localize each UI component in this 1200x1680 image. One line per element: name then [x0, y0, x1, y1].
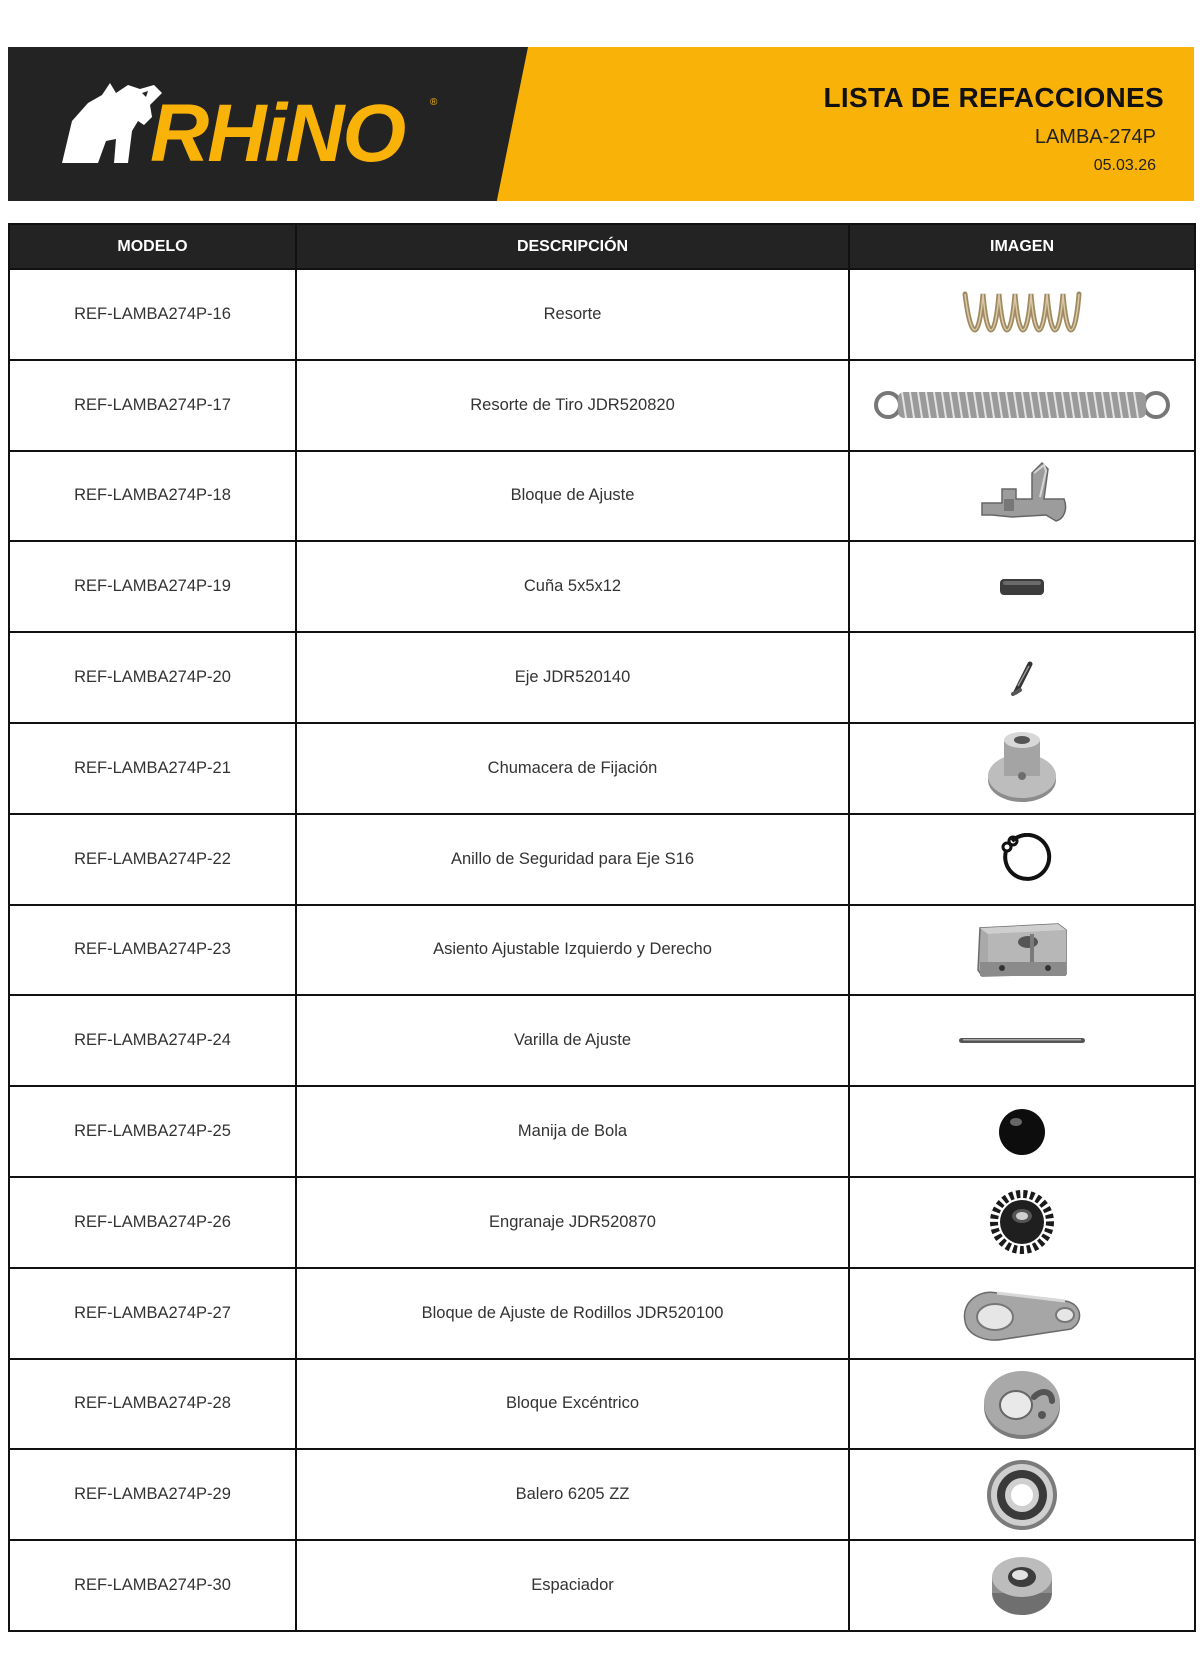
image-cell	[849, 1540, 1195, 1631]
modelo-cell: REF-LAMBA274P-18	[9, 451, 296, 542]
svg-text:®: ®	[430, 97, 438, 108]
descripcion-cell: Bloque Excéntrico	[296, 1359, 849, 1450]
descripcion-cell: Cuña 5x5x12	[296, 541, 849, 632]
table-row	[9, 632, 1195, 723]
modelo-cell: REF-LAMBA274P-17	[9, 360, 296, 451]
descripcion-cell: Resorte	[296, 269, 849, 360]
modelo-cell: REF-LAMBA274P-21	[9, 723, 296, 814]
gear-icon	[990, 1190, 1054, 1254]
descripcion-cell: Varilla de Ajuste	[296, 995, 849, 1086]
key-wedge-icon	[997, 575, 1047, 599]
descripcion-cell: Balero 6205 ZZ	[296, 1449, 849, 1540]
image-cell	[849, 1449, 1195, 1540]
image-cell	[849, 632, 1195, 723]
modelo-cell: REF-LAMBA274P-24	[9, 995, 296, 1086]
pin-shaft-icon	[1002, 656, 1042, 700]
ball-knob-icon	[995, 1105, 1049, 1159]
spacer-icon	[987, 1553, 1057, 1619]
table-row	[9, 905, 1195, 996]
modelo-cell: REF-LAMBA274P-30	[9, 1540, 296, 1631]
adjustment-rod-icon	[957, 1035, 1087, 1047]
table-row	[9, 1359, 1195, 1450]
descripcion-cell: Espaciador	[296, 1540, 849, 1631]
document-model: LAMBA-274P	[1034, 126, 1156, 148]
modelo-cell: REF-LAMBA274P-25	[9, 1086, 296, 1177]
column-header-modelo: MODELO	[9, 224, 296, 269]
table-row	[9, 814, 1195, 905]
modelo-cell: REF-LAMBA274P-22	[9, 814, 296, 905]
image-cell	[849, 451, 1195, 542]
descripcion-cell: Resorte de Tiro JDR520820	[296, 360, 849, 451]
image-cell	[849, 360, 1195, 451]
descripcion-cell: Eje JDR520140	[296, 632, 849, 723]
image-cell	[849, 1086, 1195, 1177]
document-header	[8, 47, 1194, 201]
tension-spring-icon	[872, 382, 1172, 428]
table-row	[9, 1177, 1195, 1268]
header-title-block	[824, 82, 1164, 175]
image-cell	[849, 1359, 1195, 1450]
descripcion-cell: Engranaje JDR520870	[296, 1177, 849, 1268]
table-row	[9, 1086, 1195, 1177]
column-header-descripcion: DESCRIPCIÓN	[296, 224, 849, 269]
table-row	[9, 451, 1195, 542]
modelo-cell: REF-LAMBA274P-28	[9, 1359, 296, 1450]
roller-adjust-block-icon	[957, 1281, 1087, 1345]
table-row	[9, 723, 1195, 814]
compression-spring-icon	[957, 282, 1087, 346]
descripcion-cell: Bloque de Ajuste de Rodillos JDR520100	[296, 1268, 849, 1359]
image-cell	[849, 541, 1195, 632]
adjustment-block-icon	[972, 459, 1072, 533]
rhino-logo	[58, 81, 458, 171]
modelo-cell: REF-LAMBA274P-26	[9, 1177, 296, 1268]
modelo-cell: REF-LAMBA274P-16	[9, 269, 296, 360]
image-cell	[849, 723, 1195, 814]
descripcion-cell: Bloque de Ajuste	[296, 451, 849, 542]
modelo-cell: REF-LAMBA274P-23	[9, 905, 296, 996]
ball-bearing-icon	[982, 1457, 1062, 1533]
adjustable-seat-icon	[972, 918, 1072, 982]
column-header-imagen: IMAGEN	[849, 224, 1195, 269]
image-cell	[849, 905, 1195, 996]
table-row	[9, 541, 1195, 632]
modelo-cell: REF-LAMBA274P-20	[9, 632, 296, 723]
eccentric-block-icon	[980, 1367, 1064, 1441]
modelo-cell: REF-LAMBA274P-29	[9, 1449, 296, 1540]
image-cell	[849, 995, 1195, 1086]
image-cell	[849, 814, 1195, 905]
descripcion-cell: Anillo de Seguridad para Eje S16	[296, 814, 849, 905]
image-cell	[849, 1177, 1195, 1268]
descripcion-cell: Manija de Bola	[296, 1086, 849, 1177]
descripcion-cell: Asiento Ajustable Izquierdo y Derecho	[296, 905, 849, 996]
retaining-ring-icon	[992, 833, 1052, 885]
table-row	[9, 1268, 1195, 1359]
table-row	[9, 1449, 1195, 1540]
document-title: LISTA DE REFACCIONES	[823, 82, 1164, 113]
modelo-cell: REF-LAMBA274P-19	[9, 541, 296, 632]
table-row	[9, 1540, 1195, 1631]
table-row	[9, 360, 1195, 451]
flange-bushing-icon	[982, 730, 1062, 806]
image-cell	[849, 269, 1195, 360]
modelo-cell: REF-LAMBA274P-27	[9, 1268, 296, 1359]
parts-table	[8, 223, 1196, 1632]
table-row	[9, 995, 1195, 1086]
svg-text:RHiNO: RHiNO	[150, 88, 405, 171]
image-cell	[849, 1268, 1195, 1359]
document-date: 05.03.26	[1093, 157, 1156, 174]
table-row	[9, 269, 1195, 360]
descripcion-cell: Chumacera de Fijación	[296, 723, 849, 814]
table-header-row	[9, 224, 1195, 269]
